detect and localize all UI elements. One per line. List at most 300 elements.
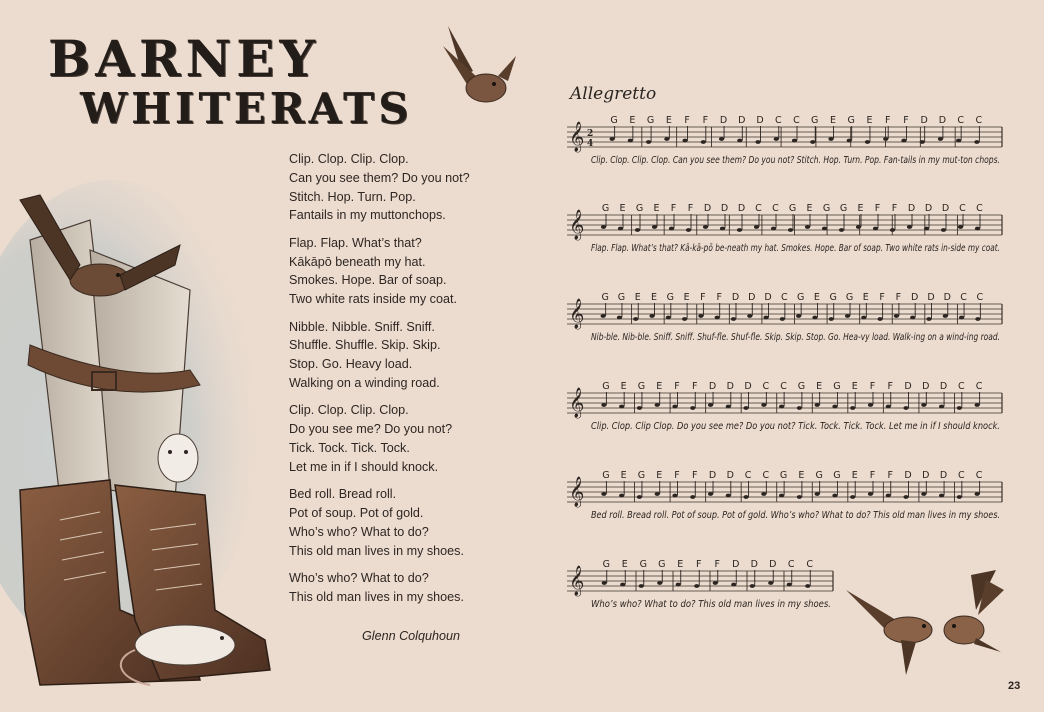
note-head xyxy=(832,494,837,498)
poem-line: Flap. Flap. What’s that? xyxy=(289,235,422,250)
chord-symbol: D xyxy=(731,292,740,303)
chord-symbol: D xyxy=(769,559,777,570)
poem-line: Tick. Tock. Tick. Tock. xyxy=(289,440,410,455)
poem-line: Can you see them? Do you not? xyxy=(289,170,470,185)
chord-symbol: C xyxy=(744,470,752,481)
note-head xyxy=(676,583,681,587)
chord-symbol: C xyxy=(959,203,966,214)
lyrics-line: Bed roll. Bread roll. Pot of soup. Pot of gold. Who’s who? What to do? This old man lives in my shoes. xyxy=(591,510,1000,521)
chord-symbol: D xyxy=(922,381,930,392)
poem-stanza xyxy=(289,234,499,309)
time-signature-bottom: 4 xyxy=(587,139,594,149)
chord-symbol: E xyxy=(851,381,858,392)
treble-clef-icon: 𝄞 xyxy=(569,299,585,329)
chord-symbol: D xyxy=(756,115,764,126)
chord-symbol: G xyxy=(601,203,610,214)
note-head xyxy=(682,139,687,143)
note-head xyxy=(694,584,699,588)
note-head xyxy=(713,581,718,585)
note-head xyxy=(737,139,742,143)
note-head xyxy=(610,137,615,141)
chord-symbol: G xyxy=(637,470,646,481)
chord-symbol: G xyxy=(639,559,647,570)
poem-line: Clip. Clop. Clip. Clop. xyxy=(289,152,409,166)
chord-symbol: E xyxy=(816,381,823,392)
chord-symbol: G xyxy=(602,381,610,392)
note-head xyxy=(815,492,820,496)
chord-symbol: E xyxy=(857,203,864,214)
poem-line: Let me in if I should knock. xyxy=(289,459,439,474)
chord-symbol: D xyxy=(938,115,947,126)
chord-symbol: D xyxy=(719,115,728,126)
poem-line: Pot of soup. Pot of gold. xyxy=(289,505,424,520)
poem-stanza xyxy=(289,150,499,225)
lyrics-line: Flap. Flap. What’s that? Kā-kā-pō be-neath my hat. Smokes. Hope. Bar of soap. Two white rats in-side my coat. xyxy=(591,243,1000,254)
treble-clef-icon: 𝄞 xyxy=(569,122,585,152)
poem-line: Two white rats inside my coat. xyxy=(289,292,457,307)
chord-symbol: C xyxy=(960,292,967,303)
note-head xyxy=(635,228,640,232)
chord-symbol: E xyxy=(620,381,627,392)
page-number: 23 xyxy=(1008,680,1021,692)
note-head xyxy=(720,227,725,231)
chord-symbol: F xyxy=(702,115,709,126)
poem xyxy=(289,150,499,615)
poem-stanza xyxy=(289,569,499,607)
note-head xyxy=(637,495,642,499)
chord-symbol: F xyxy=(674,470,680,481)
chord-symbol: C xyxy=(975,115,983,126)
note-head xyxy=(839,228,844,232)
chord-symbol: C xyxy=(774,115,782,126)
chord-symbol: C xyxy=(780,381,787,392)
chord-symbol: E xyxy=(683,292,690,303)
chord-symbol: D xyxy=(708,381,717,392)
chord-symbol: F xyxy=(716,292,722,303)
chord-symbol: D xyxy=(943,292,951,303)
chord-symbol: F xyxy=(884,115,891,126)
note-head xyxy=(850,406,855,410)
note-head xyxy=(796,314,801,318)
note-head xyxy=(672,405,677,409)
lyrics-line: Clip. Clop. Clip Clop. Do you see me? Do you not? Tick. Tock. Tick. Tock. Let me in if I should knock. xyxy=(591,421,1000,432)
note-head xyxy=(868,403,873,407)
note-head xyxy=(958,225,963,229)
note-head xyxy=(747,314,752,318)
note-head xyxy=(761,492,766,496)
note-head xyxy=(743,406,748,410)
chord-symbol: F xyxy=(692,381,698,392)
note-head xyxy=(617,316,622,320)
note-head xyxy=(847,139,852,143)
note-head xyxy=(865,140,870,144)
note-head xyxy=(731,583,736,587)
chord-symbol: G xyxy=(637,381,646,392)
chord-symbol: F xyxy=(874,203,881,214)
note-head xyxy=(787,583,792,587)
note-head xyxy=(901,139,906,143)
chord-symbol: E xyxy=(798,470,805,481)
chord-symbol: D xyxy=(750,559,758,570)
chord-symbol: C xyxy=(762,381,770,392)
note-head xyxy=(805,584,810,588)
note-head xyxy=(921,492,926,496)
poem-author: Glenn Colquhoun xyxy=(361,629,460,643)
chord-symbol: G xyxy=(829,292,837,303)
note-head xyxy=(655,492,660,496)
poem-line: Stitch. Hop. Turn. Pop. xyxy=(289,189,416,204)
note-head xyxy=(832,405,837,409)
note-head xyxy=(974,140,979,144)
poem-line: Bed roll. Bread roll. xyxy=(289,487,397,502)
note-head xyxy=(774,137,779,141)
chord-symbol: D xyxy=(924,203,933,214)
note-head xyxy=(768,581,773,585)
chord-symbol: E xyxy=(806,203,813,214)
note-head xyxy=(690,406,695,410)
note-head xyxy=(975,317,980,321)
chord-symbol: D xyxy=(726,381,734,392)
chord-symbol: C xyxy=(755,203,762,214)
chord-symbol: C xyxy=(787,559,795,570)
note-head xyxy=(975,227,980,231)
poem-stanza xyxy=(289,318,499,393)
note-head xyxy=(779,494,784,498)
note-head xyxy=(957,495,962,499)
note-head xyxy=(601,403,606,407)
chord-symbol: D xyxy=(708,470,717,481)
chord-symbol: G xyxy=(602,470,610,481)
note-head xyxy=(878,317,883,321)
note-head xyxy=(939,405,944,409)
note-head xyxy=(771,227,776,231)
chord-symbol: G xyxy=(658,559,666,570)
note-head xyxy=(959,316,964,320)
note-head xyxy=(639,584,644,588)
note-head xyxy=(672,494,677,498)
chord-symbol: G xyxy=(822,203,831,214)
chord-symbol: G xyxy=(666,292,674,303)
chord-symbol: D xyxy=(720,203,729,214)
chord-symbol: F xyxy=(887,470,893,481)
poem-stanza xyxy=(289,401,499,476)
title-line-1: BARNEY xyxy=(48,29,321,88)
treble-clef-icon: 𝄞 xyxy=(569,477,585,507)
note-head xyxy=(850,495,855,499)
note-head xyxy=(926,317,931,321)
note-head xyxy=(750,584,755,588)
chord-symbol: G xyxy=(815,470,823,481)
chord-symbol: F xyxy=(684,115,690,126)
note-head xyxy=(652,225,657,229)
note-head xyxy=(763,316,768,320)
chord-symbol: E xyxy=(620,470,627,481)
chord-symbol: G xyxy=(779,470,788,481)
note-head xyxy=(957,406,962,410)
poem-line: Stop. Go. Heavy load. xyxy=(289,357,413,372)
note-head xyxy=(669,227,674,231)
chord-symbol: E xyxy=(851,470,858,481)
chord-symbol: D xyxy=(941,203,950,214)
note-head xyxy=(845,314,850,318)
chord-symbol: D xyxy=(939,381,948,392)
chord-symbol: F xyxy=(692,470,698,481)
chord-symbol: F xyxy=(696,559,702,570)
fantail-left-icon xyxy=(846,590,932,675)
chord-symbol: G xyxy=(646,115,655,126)
chord-symbol: D xyxy=(703,203,712,214)
chord-symbol: G xyxy=(839,203,848,214)
chord-symbol: C xyxy=(793,115,800,126)
chord-symbol: D xyxy=(904,381,912,392)
note-head xyxy=(619,494,624,498)
note-head xyxy=(797,406,802,410)
chord-symbol: G xyxy=(845,292,854,303)
note-head xyxy=(868,492,873,496)
chord-symbol: G xyxy=(602,559,610,570)
chord-symbol: F xyxy=(674,381,680,392)
note-head xyxy=(649,314,654,318)
chord-symbol: F xyxy=(879,292,885,303)
chord-symbol: D xyxy=(939,470,948,481)
note-head xyxy=(788,228,793,232)
note-head xyxy=(701,140,706,144)
chord-symbol: C xyxy=(781,292,788,303)
note-head xyxy=(731,317,736,321)
chord-symbol: F xyxy=(891,203,898,214)
poem-line: Walking on a winding road. xyxy=(289,375,440,390)
chord-symbol: C xyxy=(958,381,965,392)
note-head xyxy=(779,405,784,409)
note-head xyxy=(828,137,833,141)
lyrics-line: Who’s who? What to do? This old man lives in my shoes. xyxy=(591,599,831,610)
poem-line: Who’s who? What to do? xyxy=(289,570,429,585)
note-head xyxy=(829,317,834,321)
note-head xyxy=(628,139,633,143)
note-head xyxy=(743,495,748,499)
chord-symbol: G xyxy=(797,381,806,392)
note-head xyxy=(792,139,797,143)
chord-symbol: D xyxy=(920,115,928,126)
note-head xyxy=(601,225,606,229)
poem-line: Nibble. Nibble. Sniff. Sniff. xyxy=(289,319,435,334)
note-head xyxy=(907,225,912,229)
chord-symbol: D xyxy=(922,470,930,481)
note-head xyxy=(822,227,827,231)
chord-symbol: E xyxy=(656,470,663,481)
chord-symbol: F xyxy=(687,203,694,214)
note-head xyxy=(810,140,815,144)
note-head xyxy=(941,228,946,232)
chord-symbol: F xyxy=(895,292,902,303)
chord-symbol: F xyxy=(700,292,706,303)
chord-symbol: E xyxy=(651,292,658,303)
note-head xyxy=(726,405,731,409)
note-head xyxy=(686,228,691,232)
chord-symbol: G xyxy=(847,115,855,126)
poem-line: Shuffle. Shuffle. Skip. Skip. xyxy=(289,338,441,353)
note-head xyxy=(815,403,820,407)
chord-symbol: C xyxy=(975,470,983,481)
chord-symbol: G xyxy=(635,203,644,214)
chord-symbol: D xyxy=(927,292,935,303)
note-head xyxy=(655,403,660,407)
note-head xyxy=(812,316,817,320)
chord-symbol: F xyxy=(670,203,677,214)
note-head xyxy=(873,227,878,231)
note-head xyxy=(726,494,731,498)
tempo-marking: Allegretto xyxy=(570,84,657,104)
note-head xyxy=(856,225,861,229)
chord-symbol: E xyxy=(862,292,869,303)
chord-symbol: G xyxy=(610,115,618,126)
chord-symbol: E xyxy=(829,115,836,126)
chord-symbol: F xyxy=(869,470,876,481)
note-head xyxy=(708,403,713,407)
chord-symbol: C xyxy=(957,115,964,126)
chord-symbol: E xyxy=(813,292,820,303)
chord-symbol: G xyxy=(811,115,819,126)
note-head xyxy=(737,228,742,232)
chord-symbol: G xyxy=(601,292,609,303)
note-head xyxy=(890,228,895,232)
rat-in-boot-icon xyxy=(158,434,198,482)
chord-symbol: E xyxy=(656,381,663,392)
chord-symbol: E xyxy=(653,203,660,214)
note-head xyxy=(956,139,961,143)
note-head xyxy=(761,403,766,407)
chord-symbol: G xyxy=(833,470,841,481)
chord-symbol: D xyxy=(732,559,740,570)
note-head xyxy=(939,494,944,498)
chord-symbol: E xyxy=(619,203,626,214)
note-head xyxy=(903,495,908,499)
poem-line: Do you see me? Do you not? xyxy=(289,422,453,437)
note-head xyxy=(682,317,687,321)
title-line-2: WHITERATS xyxy=(80,84,413,133)
note-head xyxy=(602,581,607,585)
poem-line: Fantails in my muttonchops. xyxy=(289,208,446,223)
chord-symbol: F xyxy=(714,559,720,570)
note-head xyxy=(657,581,662,585)
chord-symbol: C xyxy=(958,470,965,481)
chord-symbol: G xyxy=(788,203,797,214)
chord-symbol: C xyxy=(975,381,983,392)
chord-symbol: D xyxy=(738,115,746,126)
note-head xyxy=(910,316,915,320)
poem-line: Clip. Clop. Clip. Clop. xyxy=(289,403,409,418)
note-head xyxy=(920,140,925,144)
chord-symbol: E xyxy=(866,115,873,126)
chord-symbol: E xyxy=(665,115,672,126)
note-head xyxy=(698,314,703,318)
chord-symbol: E xyxy=(677,559,684,570)
treble-clef-icon: 𝄞 xyxy=(569,388,585,418)
chord-symbol: C xyxy=(806,559,814,570)
note-head xyxy=(975,492,980,496)
chord-symbol: D xyxy=(748,292,756,303)
note-head xyxy=(708,492,713,496)
note-head xyxy=(666,316,671,320)
fantail-top-icon xyxy=(438,16,518,116)
note-head xyxy=(664,137,669,141)
chord-symbol: C xyxy=(976,292,984,303)
note-head xyxy=(883,137,888,141)
chord-symbol: D xyxy=(907,203,916,214)
note-head xyxy=(894,314,899,318)
lyrics-line: Nib-ble. Nib-ble. Sniff. Sniff. Shuf-fle. Shuf-fle. Skip. Skip. Stop. Go. Hea-vy load. Walk-ing on a wind-ing road. xyxy=(591,332,1000,343)
note-head xyxy=(633,317,638,321)
chord-symbol: G xyxy=(796,292,805,303)
note-head xyxy=(924,227,929,231)
poem-stanza xyxy=(289,485,499,560)
note-head xyxy=(886,494,891,498)
note-head xyxy=(618,227,623,231)
poem-line: Smokes. Hope. Bar of soap. xyxy=(289,273,447,288)
note-head xyxy=(715,316,720,320)
note-head xyxy=(690,495,695,499)
treble-clef-icon: 𝄞 xyxy=(569,566,585,596)
note-head xyxy=(903,406,908,410)
chord-symbol: D xyxy=(764,292,772,303)
chord-symbol: D xyxy=(726,470,734,481)
chord-symbol: G xyxy=(833,381,841,392)
chord-symbol: D xyxy=(744,381,752,392)
note-head xyxy=(601,492,606,496)
chord-symbol: E xyxy=(629,115,636,126)
time-signature-top: 2 xyxy=(587,129,594,139)
note-head xyxy=(861,316,866,320)
note-head xyxy=(780,317,785,321)
chord-symbol: F xyxy=(869,381,876,392)
chord-symbol: D xyxy=(904,470,912,481)
note-head xyxy=(646,140,651,144)
note-head xyxy=(975,403,980,407)
note-head xyxy=(938,137,943,141)
chord-symbol: C xyxy=(772,203,779,214)
chord-symbol: D xyxy=(911,292,919,303)
note-head xyxy=(886,405,891,409)
note-head xyxy=(601,314,606,318)
note-head xyxy=(619,405,624,409)
chord-symbol: C xyxy=(976,203,983,214)
fantails-pair-icon xyxy=(846,570,1006,680)
treble-clef-icon: 𝄞 xyxy=(569,210,585,240)
chord-symbol: F xyxy=(887,381,893,392)
note-head xyxy=(637,406,642,410)
boots-illustration xyxy=(0,140,290,712)
chord-symbol: F xyxy=(903,115,909,126)
chord-symbol: G xyxy=(617,292,626,303)
note-head xyxy=(755,140,760,144)
note-head xyxy=(943,314,948,318)
chord-symbol: E xyxy=(634,292,641,303)
poem-line: Who’s who? What to do? xyxy=(289,524,429,539)
note-head xyxy=(921,403,926,407)
fantail-right-icon xyxy=(944,570,1004,652)
lyrics-line: Clip. Clop. Clip. Clop. Can you see them? Do you not? Stitch. Hop. Turn. Pop. Fan-tails in my mut-ton chops. xyxy=(591,155,1000,166)
poem-line: Kākāpō beneath my hat. xyxy=(289,254,426,269)
chord-symbol: E xyxy=(621,559,628,570)
poem-line: This old man lives in my shoes. xyxy=(289,589,464,604)
note-head xyxy=(805,225,810,229)
note-head xyxy=(754,225,759,229)
chord-symbol: C xyxy=(762,470,770,481)
poem-line: This old man lives in my shoes. xyxy=(289,543,464,558)
rat-bottom-icon xyxy=(135,625,235,665)
note-head xyxy=(620,583,625,587)
note-head xyxy=(797,495,802,499)
